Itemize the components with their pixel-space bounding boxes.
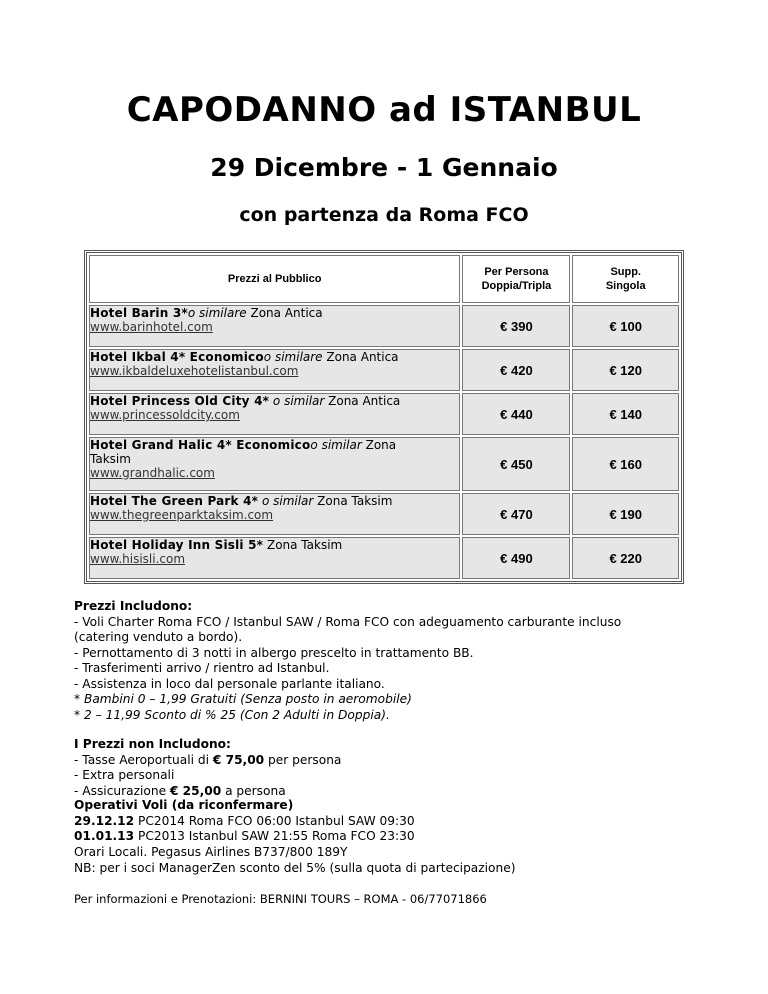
hotel-zone: Zona Taksim bbox=[263, 538, 343, 552]
price-double: € 470 bbox=[462, 493, 570, 535]
hotel-link[interactable]: www.princessoldcity.com bbox=[90, 408, 240, 422]
hotel-name: Hotel Princess Old City 4* bbox=[90, 394, 270, 408]
includes-line: - Trasferimenti arrivo / rientro ad Istanbul. bbox=[74, 661, 330, 675]
flight-outbound bbox=[74, 814, 694, 830]
contact-info: Per informazioni e Prenotazioni: BERNINI TOURS – ROMA - 06/77071866 bbox=[74, 892, 487, 906]
flights-heading: Operativi Voli (da riconfermare) bbox=[74, 798, 294, 812]
price-table bbox=[84, 250, 684, 584]
table-row bbox=[89, 393, 679, 435]
hotel-name: Hotel Grand Halic 4* Economico bbox=[90, 438, 311, 452]
includes-section bbox=[74, 599, 694, 723]
hotel-zone: Zona Antica bbox=[322, 350, 399, 364]
includes-children-note: * Bambini 0 – 1,99 Gratuiti (Senza posto in aeromobile) bbox=[74, 692, 412, 706]
table-row bbox=[89, 349, 679, 391]
hotel-zone-cont: Taksim bbox=[90, 452, 131, 466]
table-row bbox=[89, 305, 679, 347]
departure-info: con partenza da Roma FCO bbox=[239, 204, 529, 226]
hotel-link[interactable]: www.hisisli.com bbox=[90, 552, 186, 566]
includes-line: - Voli Charter Roma FCO / Istanbul SAW / Roma FCO con adeguamento carburante incluso bbox=[74, 614, 622, 629]
price-double: € 490 bbox=[462, 537, 570, 579]
hotel-link[interactable]: www.thegreenparktaksim.com bbox=[90, 508, 274, 522]
hotel-zone: Zona bbox=[361, 438, 397, 452]
header-prezzi: Prezzi al Pubblico bbox=[89, 255, 460, 303]
price-single-supplement: € 140 bbox=[572, 393, 679, 435]
excludes-insurance bbox=[74, 784, 694, 800]
table-row bbox=[89, 437, 679, 491]
price-single-supplement: € 190 bbox=[572, 493, 679, 535]
header-supp-line1: Supp. bbox=[610, 266, 641, 278]
hotel-zone: Zona Taksim bbox=[313, 494, 393, 508]
price-single-supplement: € 120 bbox=[572, 349, 679, 391]
hotel-cell bbox=[89, 305, 460, 347]
hotel-similar: o similare bbox=[187, 306, 247, 320]
insurance-text: - Assicurazione bbox=[74, 783, 170, 798]
insurance-suffix: a persona bbox=[221, 783, 286, 798]
flight-date: 01.01.13 bbox=[74, 829, 135, 843]
flight-details: PC2014 Roma FCO 06:00 Istanbul SAW 09:30 bbox=[134, 813, 415, 828]
tax-amount: € 75,00 bbox=[212, 752, 265, 767]
includes-line: (catering venduto a bordo). bbox=[74, 630, 243, 644]
flight-return bbox=[74, 829, 694, 845]
hotel-cell bbox=[89, 437, 460, 491]
includes-children-discount: * 2 – 11,99 Sconto di % 25 (Con 2 Adulti in Doppia). bbox=[74, 707, 390, 722]
includes-line: - Assistenza in loco dal personale parlante italiano. bbox=[74, 676, 385, 691]
hotel-cell bbox=[89, 493, 460, 535]
hotel-link[interactable]: www.ikbaldeluxehotelistanbul.com bbox=[90, 364, 299, 378]
header-supplemento bbox=[572, 255, 679, 303]
flight-details: PC2013 Istanbul SAW 21:55 Roma FCO 23:30 bbox=[134, 829, 415, 843]
hotel-link[interactable]: www.grandhalic.com bbox=[90, 466, 215, 480]
price-double: € 390 bbox=[462, 305, 570, 347]
price-single-supplement: € 100 bbox=[572, 305, 679, 347]
price-double: € 450 bbox=[462, 437, 570, 491]
hotel-similar: o similar bbox=[269, 394, 325, 408]
includes-heading: Prezzi Includono: bbox=[74, 599, 193, 613]
hotel-cell bbox=[89, 349, 460, 391]
hotel-similar: o similar bbox=[310, 438, 362, 452]
flight-date: 29.12.12 bbox=[74, 813, 135, 828]
excludes-taxes bbox=[74, 753, 694, 769]
hotel-zone: Zona Antica bbox=[246, 306, 323, 320]
page-title: CAPODANNO ad ISTANBUL bbox=[126, 90, 642, 130]
discount-note: NB: per i soci ManagerZen sconto del 5% (sulla quota di partecipazione) bbox=[74, 861, 516, 875]
header-per-persona-line1: Per Persona bbox=[484, 266, 549, 278]
header-per-persona-line2: Doppia/Tripla bbox=[481, 280, 552, 292]
table-header-row bbox=[89, 255, 679, 303]
price-single-supplement: € 160 bbox=[572, 437, 679, 491]
hotel-cell bbox=[89, 537, 460, 579]
flights-section bbox=[74, 798, 694, 860]
hotel-name: Hotel Holiday Inn Sisli 5* bbox=[90, 538, 264, 552]
hotel-name: Hotel Ikbal 4* Economico bbox=[90, 350, 264, 364]
excludes-heading: I Prezzi non Includono: bbox=[74, 737, 231, 751]
insurance-amount: € 25,00 bbox=[169, 783, 222, 798]
hotel-similar: o similar bbox=[258, 494, 314, 508]
hotel-name: Hotel Barin 3* bbox=[90, 306, 188, 320]
hotel-similar: o similare bbox=[263, 350, 323, 364]
price-double: € 420 bbox=[462, 349, 570, 391]
tax-text: - Tasse Aeroportuali di bbox=[74, 752, 213, 767]
table-row bbox=[89, 493, 679, 535]
flights-note: Orari Locali. Pegasus Airlines B737/800 189Y bbox=[74, 844, 348, 859]
date-range: 29 Dicembre - 1 Gennaio bbox=[210, 153, 558, 182]
excludes-section bbox=[74, 737, 694, 799]
hotel-cell bbox=[89, 393, 460, 435]
header-supp-line2: Singola bbox=[605, 280, 646, 292]
hotel-name: Hotel The Green Park 4* bbox=[90, 494, 259, 508]
price-double: € 440 bbox=[462, 393, 570, 435]
hotel-link[interactable]: www.barinhotel.com bbox=[90, 320, 213, 334]
tax-suffix: per persona bbox=[264, 752, 342, 767]
excludes-extra: - Extra personali bbox=[74, 768, 175, 782]
hotel-zone: Zona Antica bbox=[324, 394, 401, 408]
table-row bbox=[89, 537, 679, 579]
includes-line: - Pernottamento di 3 notti in albergo prescelto in trattamento BB. bbox=[74, 645, 474, 660]
header-per-persona bbox=[462, 255, 570, 303]
price-single-supplement: € 220 bbox=[572, 537, 679, 579]
